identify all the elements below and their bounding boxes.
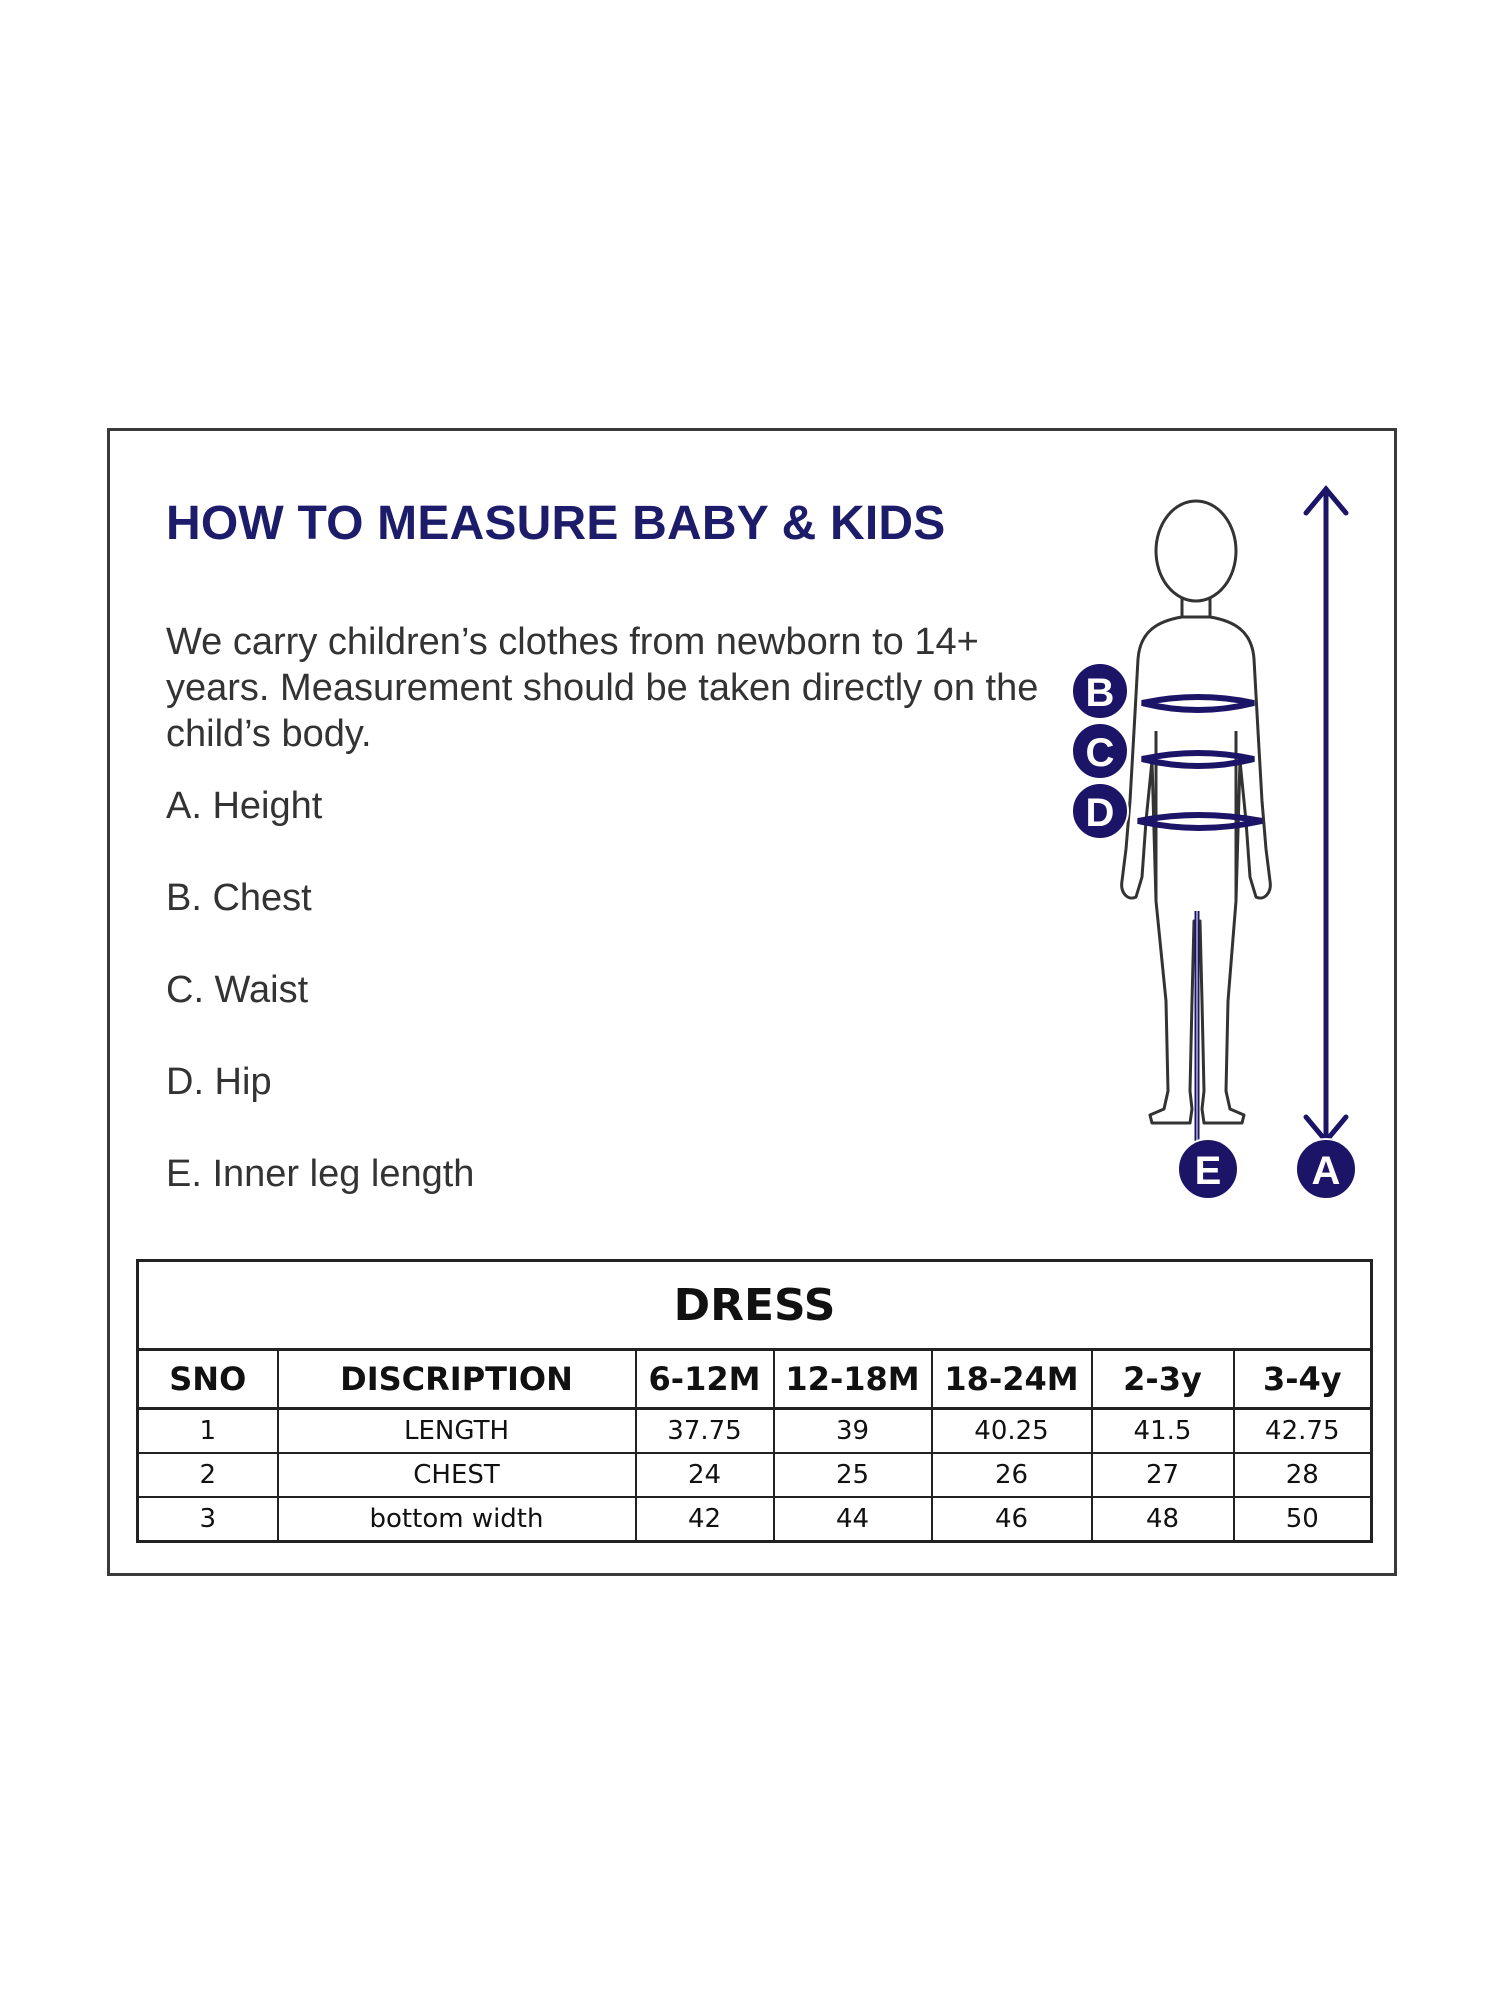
- marker-e-label: E: [1194, 1149, 1222, 1193]
- size-guide-card: [107, 428, 1397, 1576]
- table-cell: 42.75: [1234, 1409, 1372, 1454]
- marker-a: [1296, 1139, 1356, 1199]
- table-cell: 26: [932, 1453, 1092, 1497]
- table-row: [138, 1453, 1372, 1497]
- table-caption: DRESS: [138, 1261, 1372, 1350]
- table-cell: CHEST: [278, 1453, 636, 1497]
- intro-text: We carry children’s clothes from newborn to 14+ years. Measurement should be taken directly on the child’s body.: [166, 621, 1039, 755]
- table-cell: 24: [636, 1453, 774, 1497]
- measurement-item-waist: C. Waist: [166, 969, 309, 1011]
- size-chart-table: [136, 1259, 1373, 1543]
- table-header-row: [138, 1350, 1372, 1409]
- measurement-item-height: A. Height: [166, 785, 323, 827]
- table-cell: 41.5: [1092, 1409, 1234, 1454]
- table-cell: bottom width: [278, 1497, 636, 1542]
- column-header: SNO: [138, 1350, 278, 1409]
- marker-b-label: B: [1085, 671, 1115, 715]
- table-cell: 48: [1092, 1497, 1234, 1542]
- table-cell: 28: [1234, 1453, 1372, 1497]
- table-cell: 25: [774, 1453, 932, 1497]
- table-cell: 42: [636, 1497, 774, 1542]
- table-cell: 50: [1234, 1497, 1372, 1542]
- marker-d-label: D: [1085, 791, 1115, 835]
- measurement-list: [166, 783, 474, 1243]
- table-cell: 40.25: [932, 1409, 1092, 1454]
- table-row: [138, 1409, 1372, 1454]
- table-cell: LENGTH: [278, 1409, 636, 1454]
- column-header: 6-12M: [636, 1350, 774, 1409]
- table-cell: 39: [774, 1409, 932, 1454]
- marker-a-label: A: [1311, 1149, 1341, 1193]
- page-title: HOW TO MEASURE BABY & KIDS: [166, 497, 946, 550]
- measurement-item-chest: B. Chest: [166, 877, 312, 919]
- measurement-item-inner-leg: E. Inner leg length: [166, 1153, 475, 1195]
- table-cell: 3: [138, 1497, 278, 1542]
- measurement-item-hip: D. Hip: [166, 1061, 272, 1103]
- height-arrow: [1306, 489, 1346, 1141]
- column-header: DISCRIPTION: [278, 1350, 636, 1409]
- column-header: 3-4y: [1234, 1350, 1372, 1409]
- marker-c-label: C: [1085, 731, 1115, 775]
- marker-b: [1072, 663, 1128, 719]
- table-cell: 44: [774, 1497, 932, 1542]
- column-header: 12-18M: [774, 1350, 932, 1409]
- table-cell: 2: [138, 1453, 278, 1497]
- marker-e: [1178, 1139, 1238, 1199]
- column-header: 2-3y: [1092, 1350, 1234, 1409]
- table-row: [138, 1497, 1372, 1542]
- table-cell: 46: [932, 1497, 1092, 1542]
- child-measurement-figure: [1070, 481, 1390, 1201]
- table-cell: 1: [138, 1409, 278, 1454]
- table-cell: 27: [1092, 1453, 1234, 1497]
- marker-c: [1072, 723, 1128, 779]
- marker-d: [1072, 783, 1128, 839]
- column-header: 18-24M: [932, 1350, 1092, 1409]
- table-cell: 37.75: [636, 1409, 774, 1454]
